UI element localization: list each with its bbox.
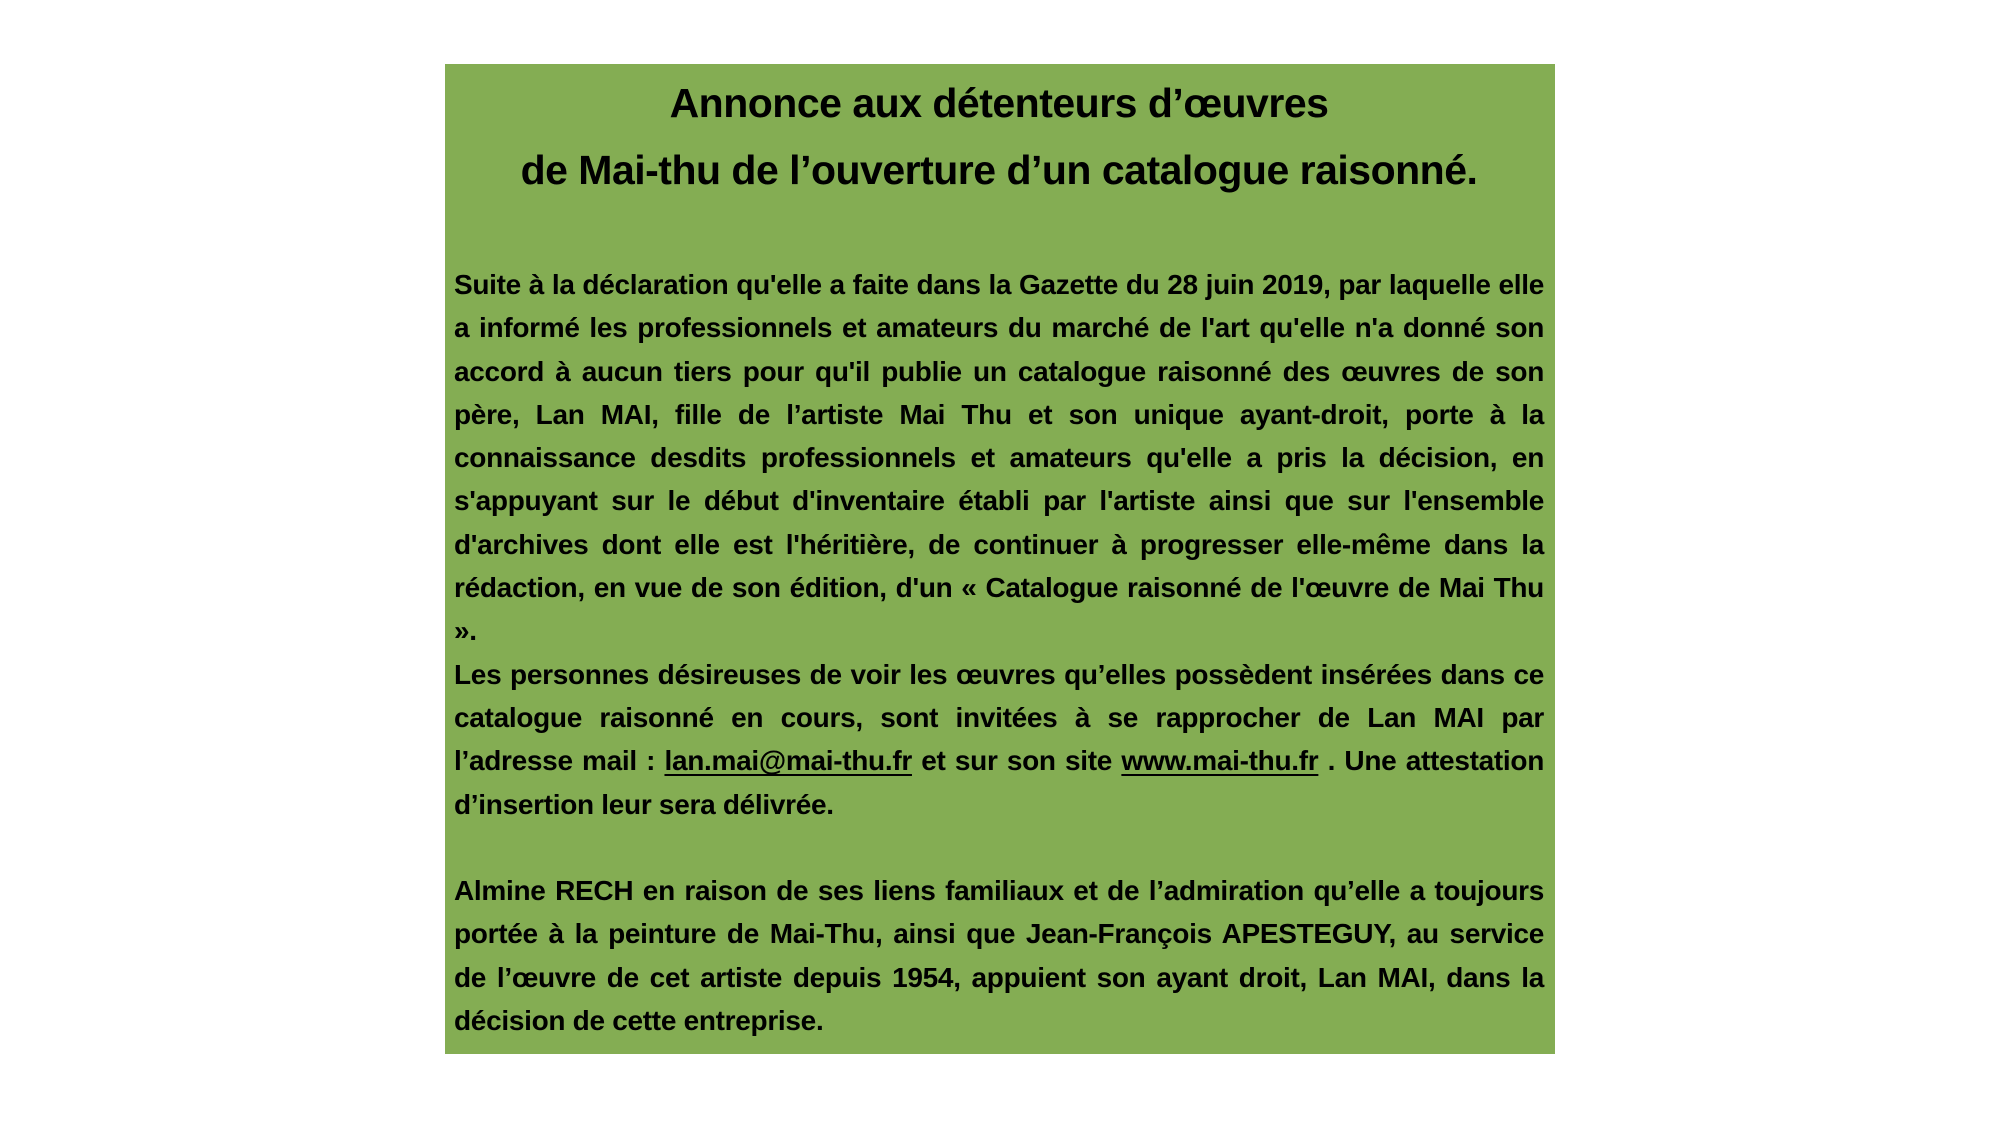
announcement-title xyxy=(454,64,1544,204)
contact-text-end: . Une attestation d’insertion leur sera délivrée. xyxy=(454,745,1545,820)
contact-text-middle: et sur son site xyxy=(911,745,1122,777)
email-link[interactable]: lan.mai@mai-thu.fr xyxy=(664,745,912,777)
announcement-body xyxy=(454,263,1544,1042)
website-link[interactable]: www.mai-thu.fr xyxy=(1121,745,1319,777)
paragraph-declaration: Suite à la déclaration qu'elle a faite dans la Gazette du 28 juin 2019, par laquelle elle a informé les professionnels et amateurs du marché de l'art qu'elle n'a donné son accord à aucun tiers pour qu'il publie un catalogue raisonné des œuvres de son père, Lan MAI, fille de l’artiste Mai Thu et son unique ayant-droit, porte à la connaissance desdits professionnels et amateurs qu'elle a pris la décision, en s'appuyant sur le début d'inventaire établi par l'artiste ainsi que sur l'ensemble d'archives dont elle est l'héritière, de continuer à progresser elle-même dans la rédaction, en vue de son édition, d'un « Catalogue raisonné de l'œuvre de Mai Thu ». xyxy=(454,269,1544,647)
paragraph-spacer xyxy=(454,826,1544,869)
contact-text-intro: Les personnes désireuses de voir les œuvres qu’elles possèdent insérées dans ce catalogue raisonné en cours, sont invitées à se rapprocher de Lan MAI par l’adresse mail : xyxy=(454,658,1544,777)
announcement-panel xyxy=(445,64,1555,1054)
title-line-2: de Mai-thu de l’ouverture d’un catalogue raisonné. xyxy=(520,147,1478,193)
title-line-1: Annonce aux détenteurs d’œuvres xyxy=(669,80,1329,126)
paragraph-support: Almine RECH en raison de ses liens familiaux et de l’admiration qu’elle a toujours portée à la peinture de Mai-Thu, ainsi que Jean-François APESTEGUY, au service de l’œuvre de cet artiste depuis 1954, appuient son ayant droit, Lan MAI, dans la décision de cette entreprise. xyxy=(454,875,1544,1037)
paragraph-contact xyxy=(454,653,1544,826)
